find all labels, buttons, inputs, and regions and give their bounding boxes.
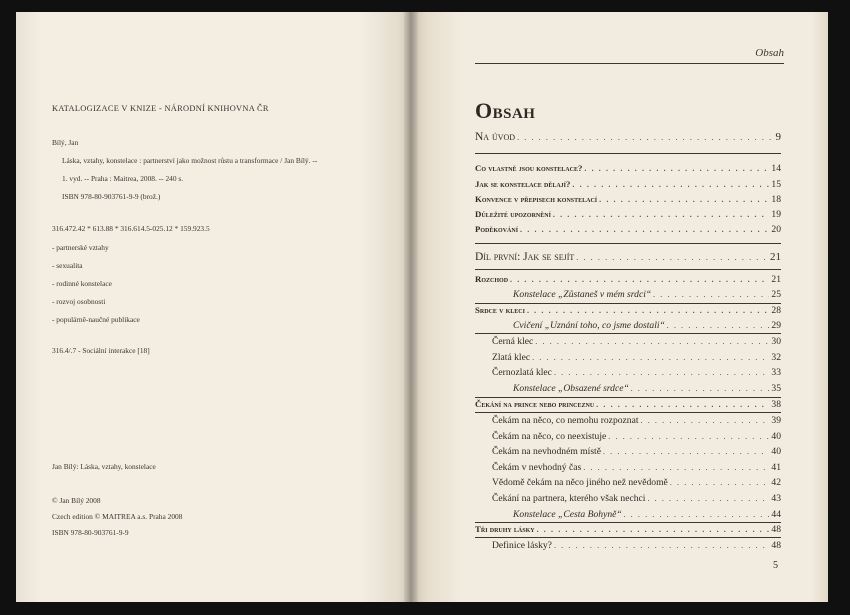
- toc-entry-label: Vědomě čekám na něco jiného než nevědomě: [492, 477, 668, 488]
- toc-entry: [513, 509, 781, 523]
- toc-entry: [475, 163, 781, 177]
- section-rule: [475, 522, 781, 523]
- toc-entry: [492, 446, 781, 460]
- cip-subject: - populárně-naučné publikace: [52, 315, 140, 324]
- toc-entry-label: Konstelace „Cesta Bohyně“: [513, 509, 622, 520]
- toc-entry: [475, 209, 781, 223]
- dot-leader: [576, 253, 768, 262]
- cip-classification: 316.472.42 * 613.88 * 316.614.5-025.12 * 159.923.5: [52, 224, 210, 233]
- toc-entry-page: 39: [771, 415, 781, 426]
- toc-entry-page: 44: [771, 509, 781, 520]
- dot-leader: [647, 494, 769, 503]
- dot-leader: [537, 525, 770, 534]
- page-number: 5: [773, 560, 778, 571]
- toc-entry-page: 32: [771, 352, 781, 363]
- toc-entry-page: 29: [771, 320, 781, 331]
- toc-entry: [492, 431, 781, 445]
- toc-entry: [492, 477, 781, 491]
- dot-leader: [553, 210, 770, 219]
- toc-entry-label: Konstelace „Zůstaneš v mém srdci“: [513, 289, 652, 300]
- toc-entry-page: 30: [771, 336, 781, 347]
- toc-entry-page: 48: [771, 540, 781, 551]
- right-page: [410, 12, 828, 602]
- dot-leader: [535, 337, 769, 346]
- section-rule: [475, 303, 781, 304]
- copyright-edition: Czech edition © MAITREA a.s. Praha 2008: [52, 512, 183, 521]
- section-rule: [475, 412, 781, 413]
- toc-entry: [492, 352, 781, 366]
- toc-entry-page: 41: [771, 462, 781, 473]
- toc-entry: [475, 524, 781, 538]
- toc-entry-label: Černozlatá klec: [492, 367, 552, 378]
- dot-leader: [572, 180, 769, 189]
- dot-leader: [670, 478, 770, 487]
- toc-entry-page: 40: [771, 431, 781, 442]
- dot-leader: [532, 353, 769, 362]
- cip-isbn: ISBN 978-80-903761-9-9 (brož.): [62, 192, 161, 201]
- section-rule: [475, 269, 781, 270]
- dot-leader: [624, 510, 770, 519]
- toc-entry: [513, 289, 781, 303]
- toc-entry-page: 14: [771, 163, 781, 174]
- dot-leader: [599, 195, 769, 204]
- dot-leader: [608, 432, 769, 441]
- dot-leader: [554, 541, 769, 550]
- toc-entry-label: Jak se konstelace dělají?: [475, 179, 571, 189]
- section-rule: [475, 537, 781, 538]
- toc-entry: [492, 336, 781, 350]
- toc-entry-page: 38: [771, 399, 781, 410]
- dot-leader: [641, 416, 770, 425]
- toc-entry-label: Konvence v přepisech konstelací: [475, 194, 598, 204]
- toc-entry: [513, 383, 781, 397]
- toc-entry: [492, 462, 781, 476]
- toc-entry: [475, 305, 781, 319]
- cip-subject: - rodinné konstelace: [52, 279, 112, 288]
- toc-entry-label: Definice lásky?: [492, 540, 552, 551]
- toc-entry-label: Tři druhy lásky: [475, 524, 535, 534]
- section-rule: [475, 333, 781, 334]
- section-rule: [475, 243, 781, 244]
- book-spine-shadow: [404, 12, 418, 602]
- dot-leader: [554, 368, 769, 377]
- toc-entry-page: 40: [771, 446, 781, 457]
- toc-entry-page: 43: [771, 493, 781, 504]
- cip-subject: - sexualita: [52, 261, 83, 270]
- dot-leader: [653, 290, 769, 299]
- toc-entry-label: Srdce v kleci: [475, 305, 525, 315]
- dot-leader: [596, 400, 769, 409]
- toc-entry-label: Cvičení „Uznání toho, co jsme dostali“: [513, 320, 665, 331]
- toc-entry-page: 18: [771, 194, 781, 205]
- toc-entry: [492, 540, 781, 554]
- toc-entry: [475, 131, 781, 145]
- toc-entry-page: 21: [771, 274, 781, 285]
- toc-entry: [475, 274, 781, 288]
- copyright-isbn: ISBN 978-80-903761-9-9: [52, 528, 129, 537]
- dot-leader: [667, 321, 770, 330]
- toc-entry-label: Konstelace „Obsazené srdce“: [513, 383, 629, 394]
- toc-entry-page: 15: [771, 179, 781, 190]
- section-rule: [475, 153, 781, 154]
- cataloging-heading: KATALOGIZACE V KNIZE - NÁRODNÍ KNIHOVNA ČR: [52, 104, 269, 113]
- dot-leader: [527, 306, 769, 315]
- dot-leader: [583, 463, 769, 472]
- dot-leader: [517, 133, 773, 142]
- toc-entry: [475, 224, 781, 238]
- toc-entry-label: Díl první: Jak se sejít: [475, 251, 575, 263]
- toc-entry-label: Černá klec: [492, 336, 534, 347]
- toc-entry-label: Čekám na něco, co nemohu rozpoznat: [492, 415, 639, 426]
- cip-subject: - partnerské vztahy: [52, 243, 109, 252]
- toc-entry-page: 35: [771, 383, 781, 394]
- toc-entry-label: Na úvod: [475, 131, 516, 143]
- toc-entry: [513, 320, 781, 334]
- toc-entry-page: 21: [770, 251, 781, 263]
- header-rule: [475, 63, 784, 64]
- toc-entry: [475, 251, 781, 265]
- toc-entry-label: Čekám na nevhodném místě: [492, 446, 601, 457]
- toc-entry-page: 25: [771, 289, 781, 300]
- dot-leader: [584, 164, 769, 173]
- toc-entry-label: Rozchod: [475, 274, 509, 284]
- toc-entry: [475, 194, 781, 208]
- toc-entry-label: Čekám na něco, co neexistuje: [492, 431, 607, 442]
- toc-entry-label: Důležité upozornění: [475, 209, 551, 219]
- toc-entry-page: 20: [771, 224, 781, 235]
- cip-author: Bílý, Jan: [52, 138, 79, 147]
- toc-entry-label: Poděkování: [475, 224, 519, 234]
- dot-leader: [520, 225, 769, 234]
- dot-leader: [510, 275, 769, 284]
- toc-entry-page: 28: [771, 305, 781, 316]
- toc-title: Obsah: [475, 98, 536, 123]
- dot-leader: [603, 447, 769, 456]
- toc-entry-page: 33: [771, 367, 781, 378]
- copyright-author: © Jan Bílý 2008: [52, 496, 101, 505]
- cip-subject: - rozvoj osobnosti: [52, 297, 106, 306]
- toc-entry: [475, 179, 781, 193]
- toc-entry-page: 48: [771, 524, 781, 535]
- cip-interaction: 316.4/.7 - Sociální interakce [18]: [52, 346, 150, 355]
- cip-title: Láska, vztahy, konstelace : partnerství jako možnost růstu a transformace / Jan Bílý. --: [62, 156, 318, 165]
- dot-leader: [631, 384, 770, 393]
- toc-entry: [492, 367, 781, 381]
- toc-entry-page: 19: [771, 209, 781, 220]
- running-head: Obsah: [755, 47, 784, 59]
- section-rule: [475, 397, 781, 398]
- book-line: Jan Bílý: Láska, vztahy, konstelace: [52, 462, 156, 471]
- toc-entry: [492, 415, 781, 429]
- toc-entry-label: Čekám v nevhodný čas: [492, 462, 582, 473]
- toc-entry-label: Čekání na prince nebo princeznu: [475, 399, 595, 409]
- toc-entry: [492, 493, 781, 507]
- left-page: [16, 12, 410, 602]
- toc-entry-page: 42: [771, 477, 781, 488]
- toc-entry: [475, 399, 781, 413]
- toc-entry-label: Čekání na partnera, kterého však nechci: [492, 493, 646, 504]
- toc-entry-label: Zlatá klec: [492, 352, 531, 363]
- cip-edition: 1. vyd. -- Praha : Maitrea, 2008. -- 240 s.: [62, 174, 184, 183]
- toc-entry-label: Co vlastně jsou konstelace?: [475, 163, 583, 173]
- toc-entry-page: 9: [775, 131, 781, 143]
